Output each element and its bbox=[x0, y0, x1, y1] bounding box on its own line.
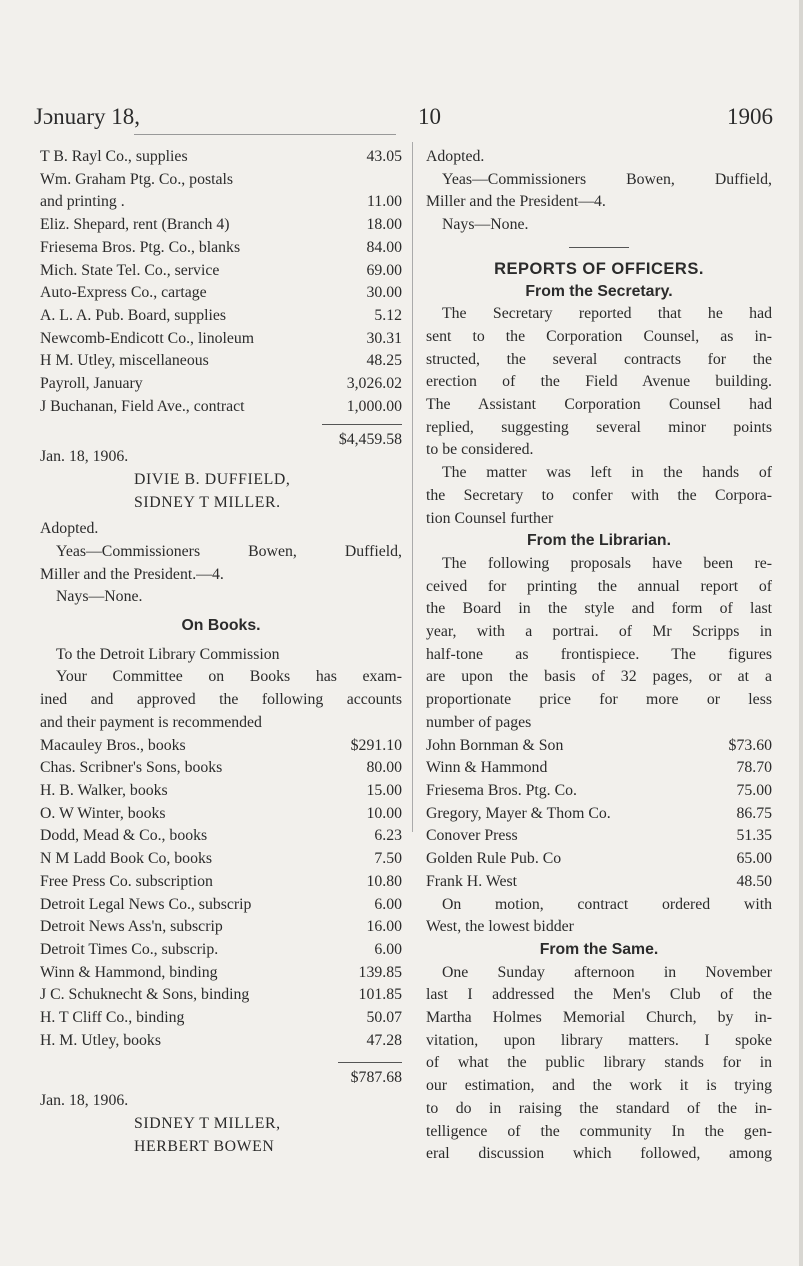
signature-name: DIVIE B. DUFFIELD, bbox=[134, 470, 291, 488]
proposal-row bbox=[426, 825, 772, 848]
proposal-amount: $73.60 bbox=[728, 736, 772, 754]
account-name: O. W Winter, books bbox=[40, 804, 166, 822]
account-name: J C. Schuknecht & Sons, binding bbox=[40, 986, 250, 1004]
account-row bbox=[40, 260, 402, 283]
account-row bbox=[40, 962, 402, 985]
paragraph-line: and their payment is recommended bbox=[40, 713, 262, 731]
accounts-list-2 bbox=[40, 735, 402, 1053]
paragraph-line: Martha Holmes Memorial Church, by in- bbox=[426, 1009, 772, 1027]
account-row bbox=[40, 984, 402, 1007]
yeas-line: Miller and the President—4. bbox=[426, 193, 606, 211]
account-name: H. T Cliff Co., binding bbox=[40, 1009, 185, 1027]
total-rule bbox=[322, 424, 402, 425]
section-heading: REPORTS OF OFFICERS. bbox=[494, 259, 704, 278]
account-row bbox=[40, 146, 402, 169]
account-amount: 48.25 bbox=[366, 352, 402, 370]
account-amount: 80.00 bbox=[366, 759, 402, 777]
account-row bbox=[40, 373, 402, 396]
paragraph-line: the Board in the style and form of last bbox=[426, 600, 772, 618]
header-year: 1906 bbox=[727, 104, 773, 129]
page-header bbox=[34, 104, 773, 132]
account-row bbox=[40, 916, 402, 939]
account-amount: 6.23 bbox=[374, 827, 402, 845]
proposal-row bbox=[426, 757, 772, 780]
account-amount: 16.00 bbox=[366, 918, 402, 936]
account-amount: 10.00 bbox=[366, 804, 402, 822]
subsection-heading: From the Same. bbox=[539, 940, 659, 958]
proposal-row bbox=[426, 780, 772, 803]
proposal-amount: 75.00 bbox=[736, 781, 772, 799]
account-amount: 101.85 bbox=[358, 986, 402, 1004]
paragraph-line: to do in raising the standard of the in- bbox=[426, 1099, 772, 1117]
account-amount: 15.00 bbox=[366, 781, 402, 799]
account-row bbox=[40, 214, 402, 237]
paragraph-line: our estimation, and the work it is trying bbox=[426, 1077, 772, 1095]
proposal-name: Winn & Hammond bbox=[426, 759, 548, 777]
account-name: H. M. Utley, books bbox=[40, 1031, 161, 1049]
report-date: Jan. 18, 1906. bbox=[40, 1092, 129, 1110]
account-name: Wm. Graham Ptg. Co., postals bbox=[40, 170, 234, 188]
account-name: Free Press Co. subscription bbox=[40, 872, 213, 890]
proposal-amount: 86.75 bbox=[736, 804, 772, 822]
account-row bbox=[40, 780, 402, 803]
account-amount: $291.10 bbox=[350, 736, 402, 754]
total-amount: $4,459.58 bbox=[338, 431, 402, 449]
nays-line: Nays—None. bbox=[56, 588, 143, 606]
account-amount: 47.28 bbox=[366, 1031, 402, 1049]
account-row bbox=[40, 757, 402, 780]
account-row bbox=[40, 848, 402, 871]
account-name: Dodd, Mead & Co., books bbox=[40, 827, 208, 845]
account-row bbox=[40, 237, 402, 260]
report-date: Jan. 18, 1906. bbox=[40, 448, 129, 466]
yeas-line: Yeas—Commissioners Bowen, Duffield, bbox=[442, 170, 772, 188]
proposal-amount: 78.70 bbox=[736, 759, 772, 777]
section-heading: On Books. bbox=[181, 617, 261, 635]
paragraph-line: last I addressed the Men's Club of the bbox=[426, 986, 772, 1004]
paragraph-line: number of pages bbox=[426, 713, 532, 731]
account-name: Chas. Scribner's Sons, books bbox=[40, 759, 223, 777]
proposal-amount: 51.35 bbox=[736, 827, 772, 845]
proposal-name: Golden Rule Pub. Co bbox=[426, 850, 562, 868]
account-amount: 139.85 bbox=[358, 963, 402, 981]
accounts-list-1 bbox=[40, 146, 402, 418]
paragraph-line: On motion, contract ordered with bbox=[442, 895, 772, 913]
paragraph-line: eral discussion which followed, among bbox=[426, 1145, 772, 1163]
account-row bbox=[40, 396, 402, 419]
proposal-row bbox=[426, 803, 772, 826]
paragraph-line: ined and approved the following accounts bbox=[40, 691, 402, 709]
proposal-name: Gregory, Mayer & Thom Co. bbox=[426, 804, 611, 822]
proposal-name: Frank H. West bbox=[426, 872, 518, 890]
account-row bbox=[40, 169, 402, 192]
proposals-list bbox=[426, 735, 772, 894]
paragraph-line: tion Counsel further bbox=[426, 509, 554, 527]
paragraph-line: to be considered. bbox=[426, 441, 534, 459]
adopted-text: Adopted. bbox=[40, 520, 99, 538]
account-row bbox=[40, 350, 402, 373]
page-number: 10 bbox=[418, 104, 441, 129]
proposal-name: Conover Press bbox=[426, 827, 518, 845]
paragraph-line: The following proposals have been re- bbox=[442, 554, 772, 572]
proposal-row bbox=[426, 848, 772, 871]
account-amount: 6.00 bbox=[374, 895, 402, 913]
account-amount: 84.00 bbox=[366, 238, 402, 256]
account-name: and printing . bbox=[40, 193, 125, 211]
account-amount: 5.12 bbox=[374, 306, 402, 324]
account-amount: 30.31 bbox=[366, 329, 402, 347]
right-column bbox=[426, 146, 772, 1166]
proposal-row bbox=[426, 871, 772, 894]
proposal-row bbox=[426, 735, 772, 758]
paragraph-line: vitation, upon library matters. I spoke bbox=[426, 1031, 772, 1049]
account-amount: 43.05 bbox=[366, 148, 402, 165]
account-amount: 18.00 bbox=[366, 216, 402, 234]
account-row bbox=[40, 894, 402, 917]
proposal-amount: 48.50 bbox=[736, 872, 772, 890]
account-row bbox=[40, 305, 402, 328]
account-amount: 10.80 bbox=[366, 872, 402, 890]
paragraph-line: telligence of the community In the gen- bbox=[426, 1122, 772, 1140]
account-name: Detroit Times Co., subscrip. bbox=[40, 940, 219, 958]
account-row bbox=[40, 825, 402, 848]
proposal-amount: 65.00 bbox=[736, 850, 772, 868]
account-name: Detroit Legal News Co., subscrip bbox=[40, 895, 252, 913]
proposal-name: Friesema Bros. Ptg. Co. bbox=[426, 781, 577, 799]
account-name: Friesema Bros. Ptg. Co., blanks bbox=[40, 238, 241, 256]
paragraph-line: are upon the basis of 32 pages, or at a bbox=[426, 668, 772, 686]
account-name: Payroll, January bbox=[40, 375, 143, 393]
yeas-line: Miller and the President.—4. bbox=[40, 565, 224, 583]
account-amount: 50.07 bbox=[366, 1009, 402, 1027]
account-row bbox=[40, 803, 402, 826]
total-rule bbox=[338, 1062, 402, 1063]
account-amount: 30.00 bbox=[366, 284, 402, 302]
header-date: Jɔnuary 18, bbox=[34, 104, 141, 129]
paragraph-line: Your Committee on Books has exam- bbox=[56, 668, 402, 686]
account-name: Detroit News Ass'n, subscrip bbox=[40, 918, 223, 936]
paragraph-line: half-tone as frontispiece. The figures bbox=[426, 645, 772, 663]
account-row bbox=[40, 939, 402, 962]
subsection-heading: From the Secretary. bbox=[525, 282, 673, 300]
account-name: J Buchanan, Field Ave., contract bbox=[40, 397, 245, 415]
account-row bbox=[40, 328, 402, 351]
account-name: Macauley Bros., books bbox=[40, 736, 186, 754]
column-divider bbox=[412, 142, 413, 832]
paragraph-line: replied, suggesting several minor points bbox=[426, 418, 772, 436]
account-amount: 7.50 bbox=[374, 850, 402, 868]
proposal-name: John Bornman & Son bbox=[426, 736, 564, 754]
account-name: H M. Utley, miscellaneous bbox=[40, 352, 209, 370]
account-amount: 1,000.00 bbox=[346, 397, 402, 415]
section-rule bbox=[569, 247, 629, 248]
yeas-line: Yeas—Commissioners Bowen, Duffield, bbox=[56, 542, 402, 560]
nays-line: Nays—None. bbox=[442, 216, 529, 234]
paragraph-line: One Sunday afternoon in November bbox=[442, 963, 772, 981]
account-name: Auto-Express Co., cartage bbox=[40, 284, 207, 302]
paragraph-line: year, with a portrai. of Mr Scripps in bbox=[426, 623, 772, 641]
account-row bbox=[40, 871, 402, 894]
account-name: T B. Rayl Co., supplies bbox=[40, 148, 188, 165]
account-row bbox=[40, 1030, 402, 1053]
paragraph-line: erection of the Field Avenue building. bbox=[426, 373, 772, 391]
paragraph-line: structed, the several contracts for the bbox=[426, 350, 772, 368]
page-edge bbox=[799, 0, 803, 1266]
paragraph-line: The Assistant Corporation Counsel had bbox=[426, 396, 772, 414]
paragraph-line: proportionate price for more or less bbox=[426, 691, 772, 709]
paragraph-line: ceived for printing the annual report of bbox=[426, 577, 772, 595]
account-name: Eliz. Shepard, rent (Branch 4) bbox=[40, 216, 230, 234]
account-name: Winn & Hammond, binding bbox=[40, 963, 218, 981]
paragraph-line: The matter was left in the hands of bbox=[442, 464, 772, 482]
account-name: N M Ladd Book Co, books bbox=[40, 850, 213, 868]
account-name: Newcomb-Endicott Co., linoleum bbox=[40, 329, 255, 347]
subsection-heading: From the Librarian. bbox=[527, 532, 671, 550]
total-amount: $787.68 bbox=[350, 1069, 402, 1087]
account-row bbox=[40, 1007, 402, 1030]
account-amount: 3,026.02 bbox=[346, 375, 402, 393]
adopted-text: Adopted. bbox=[426, 148, 485, 165]
account-amount: 11.00 bbox=[367, 193, 402, 211]
left-column bbox=[40, 146, 402, 1158]
account-row bbox=[40, 735, 402, 758]
account-amount: 69.00 bbox=[366, 261, 402, 279]
account-name: Mich. State Tel. Co., service bbox=[40, 261, 220, 279]
paragraph-line: The Secretary reported that he had bbox=[442, 305, 772, 323]
account-amount: 6.00 bbox=[374, 940, 402, 958]
paragraph-line: the Secretary to confer with the Corpora- bbox=[426, 486, 772, 504]
signature-name: SIDNEY T MILLER. bbox=[134, 493, 281, 511]
addressee-line: To the Detroit Library Commission bbox=[56, 645, 280, 663]
signature-name: SIDNEY T MILLER, bbox=[134, 1114, 281, 1132]
paragraph-line: sent to the Corporation Counsel, as in- bbox=[426, 327, 772, 345]
account-name: A. L. A. Pub. Board, supplies bbox=[40, 306, 227, 324]
paragraph-line: West, the lowest bidder bbox=[426, 918, 574, 936]
signature-name: HERBERT BOWEN bbox=[134, 1137, 275, 1155]
account-row bbox=[40, 282, 402, 305]
account-row bbox=[40, 191, 402, 214]
paragraph-line: of what the public library stands for in bbox=[426, 1054, 772, 1072]
account-name: H. B. Walker, books bbox=[40, 781, 168, 799]
header-rule bbox=[134, 134, 396, 135]
